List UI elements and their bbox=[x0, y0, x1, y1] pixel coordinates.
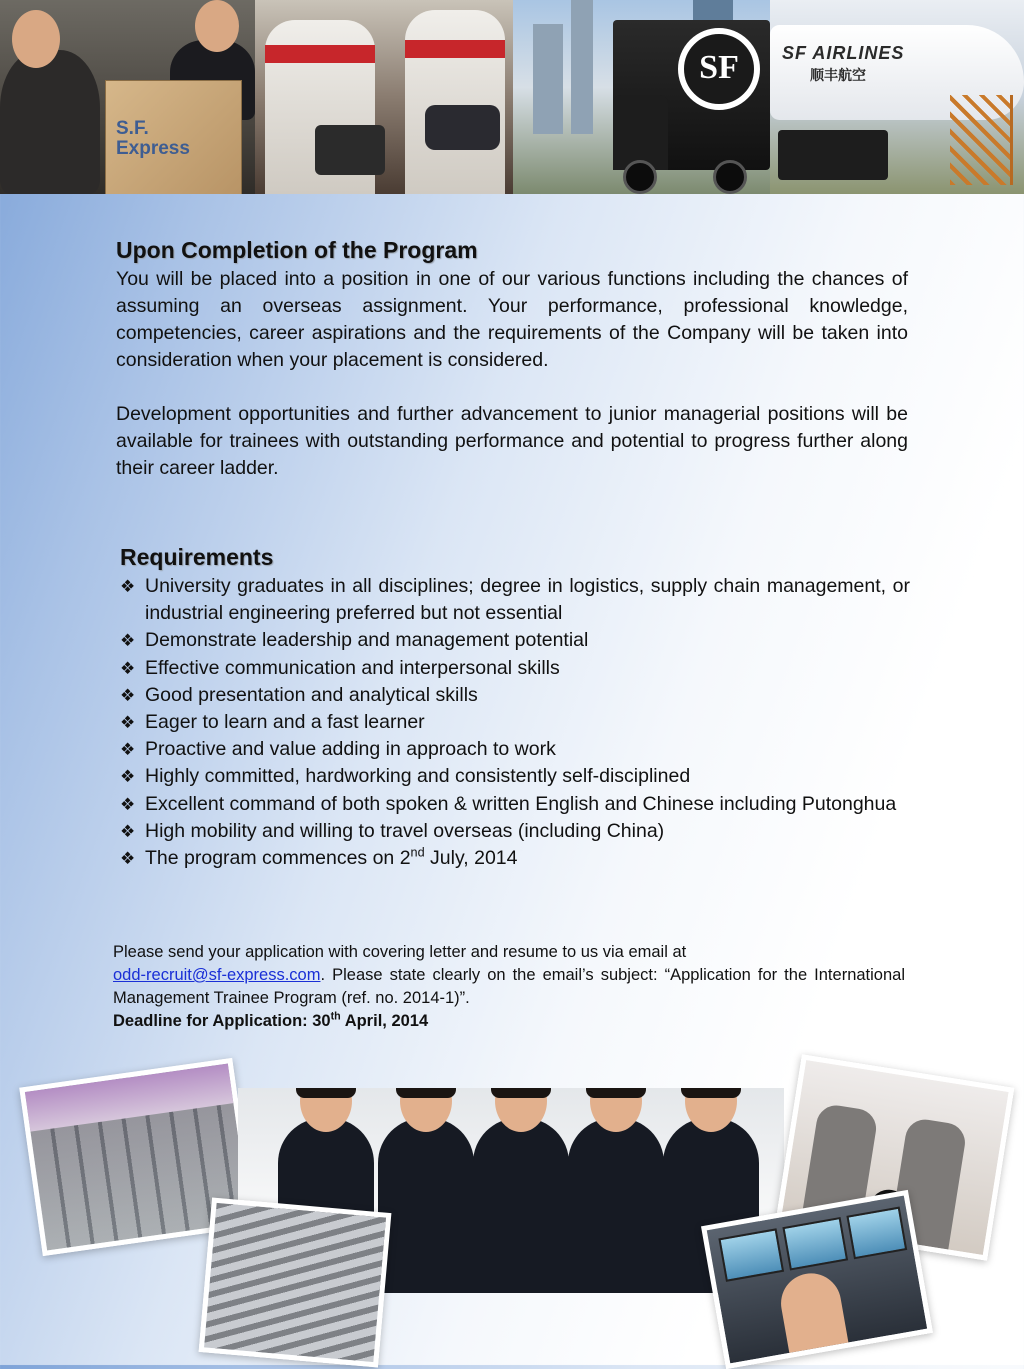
photo-parcel-handover bbox=[0, 0, 255, 194]
truck-wheel bbox=[713, 160, 747, 194]
team-member-hair bbox=[586, 1088, 646, 1098]
courier-right bbox=[405, 10, 505, 194]
diamond-bullet-icon: ❖ bbox=[120, 685, 136, 705]
application-instructions: Please send your application with covering letter and resume to us via email at odd-recruit@sf-express.com. Please state clearly on the email’s subject: “Application for the International Management Trainee Program (ref. no. 2014-1)”. bbox=[113, 943, 905, 1007]
team-member-hair bbox=[296, 1088, 356, 1098]
boarding-stairs bbox=[950, 95, 1013, 185]
customer-figure bbox=[0, 50, 100, 194]
sf-logo: SF bbox=[678, 28, 760, 110]
list-item: ❖ Good presentation and analytical skills bbox=[120, 682, 910, 709]
sf-express-box bbox=[105, 80, 242, 194]
application-deadline: Deadline for Application: 30th April, 2014 bbox=[113, 1010, 429, 1030]
box-brand-label: S.F. Express bbox=[116, 118, 190, 159]
parcel-bag bbox=[425, 105, 500, 150]
list-item: ❖ High mobility and willing to travel overseas (including China) bbox=[120, 818, 910, 845]
list-item: ❖ Highly committed, hardworking and consistently self-disciplined bbox=[120, 763, 910, 790]
diamond-bullet-icon: ❖ bbox=[120, 849, 136, 869]
completion-section bbox=[116, 234, 908, 482]
photo-sorting-warehouse bbox=[199, 1197, 392, 1367]
paragraph-gap bbox=[116, 374, 908, 401]
monitor-screen bbox=[782, 1217, 848, 1271]
team-member-hair bbox=[491, 1088, 551, 1098]
team-member bbox=[473, 1118, 569, 1293]
diamond-bullet-icon: ❖ bbox=[120, 631, 136, 651]
photo-cargo-plane bbox=[770, 0, 1024, 194]
city-building bbox=[533, 24, 563, 134]
photo-delivery-truck bbox=[513, 0, 770, 194]
requirements-list bbox=[120, 573, 910, 872]
diamond-bullet-icon: ❖ bbox=[120, 794, 136, 814]
plane-brand-chinese: 顺丰航空 bbox=[810, 67, 866, 83]
baggage-cart bbox=[778, 130, 888, 180]
list-item-commence-date: ❖ The program commences on 2nd July, 2014 bbox=[120, 845, 910, 872]
uniform-stripe bbox=[265, 45, 375, 63]
handheld-terminal bbox=[315, 125, 385, 175]
customer-head bbox=[12, 10, 60, 68]
application-section bbox=[113, 941, 905, 1033]
list-item: ❖ University graduates in all disciplines; degree in logistics, supply chain management, or industrial engineering preferred but not essential bbox=[120, 575, 910, 625]
city-building bbox=[571, 0, 593, 134]
operator-figure bbox=[776, 1269, 848, 1353]
list-item: ❖ Effective communication and interpersonal skills bbox=[120, 655, 910, 682]
truck-wheel bbox=[623, 160, 657, 194]
uniform-stripe bbox=[405, 40, 505, 58]
list-item: ❖ Demonstrate leadership and management potential bbox=[120, 627, 910, 654]
email-link[interactable]: odd-recruit@sf-express.com bbox=[113, 966, 321, 984]
team-member-hair bbox=[396, 1088, 456, 1098]
list-item: ❖ Proactive and value adding in approach to work bbox=[120, 736, 910, 763]
diamond-bullet-icon: ❖ bbox=[120, 821, 136, 841]
completion-paragraph-1: You will be placed into a position in one of our various functions including the chances of assuming an overseas assignment. Your performance, professional knowledge, competencies, career aspirations and the requirements of the Company will be taken into consideration when your placement is considered. bbox=[116, 268, 908, 371]
team-member bbox=[568, 1118, 664, 1293]
requirements-section bbox=[120, 541, 910, 872]
truck-cab bbox=[613, 95, 668, 170]
diamond-bullet-icon: ❖ bbox=[120, 658, 136, 678]
photo-couriers bbox=[255, 0, 513, 194]
staff-head bbox=[195, 0, 239, 52]
monitor-screen bbox=[718, 1228, 784, 1282]
completion-heading: Upon Completion of the Program bbox=[116, 237, 478, 263]
completion-paragraph-2: Development opportunities and further advancement to junior managerial positions will be available for trainees with outstanding performance and potential to progress further along their career ladder. bbox=[116, 403, 908, 479]
monitor-screen bbox=[846, 1207, 907, 1260]
diamond-bullet-icon: ❖ bbox=[120, 577, 136, 596]
diamond-bullet-icon: ❖ bbox=[120, 740, 136, 760]
list-item: ❖ Eager to learn and a fast learner bbox=[120, 709, 910, 736]
team-member-hair bbox=[681, 1088, 741, 1098]
team-member bbox=[378, 1118, 474, 1293]
header-photo-banner bbox=[0, 0, 1024, 194]
diamond-bullet-icon: ❖ bbox=[120, 767, 136, 787]
office-ceiling bbox=[25, 1064, 234, 1132]
list-item: ❖ Excellent command of both spoken & written English and Chinese including Putonghua bbox=[120, 791, 910, 818]
requirements-heading: Requirements bbox=[120, 544, 274, 570]
diamond-bullet-icon: ❖ bbox=[120, 713, 136, 733]
plane-brand-text: SF AIRLINES bbox=[782, 43, 905, 63]
